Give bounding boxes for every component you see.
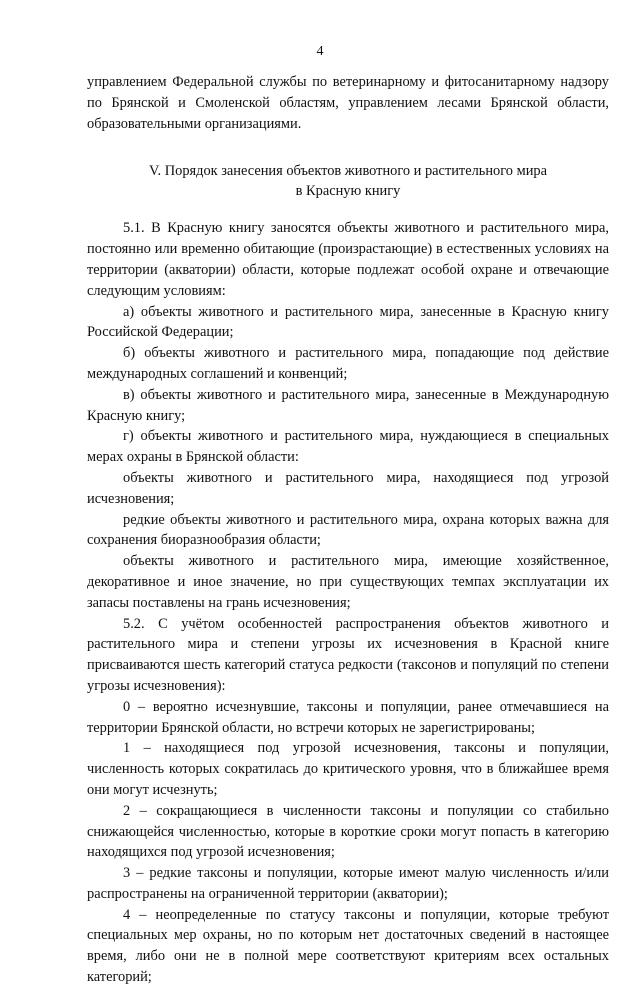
list-item-v: в) объекты животного и растительного мира, занесенные в Международную Красную книгу; [87, 386, 609, 424]
list-item-b: б) объекты животного и растительного мира, попадающие под действие международных соглашений и конвенций; [87, 345, 609, 382]
section-heading [87, 161, 609, 201]
page-number: 4 [316, 44, 324, 59]
paragraph-5-1: 5.1. В Красную книгу заносятся объекты животного и растительного мира, постоянно или временно обитающие (произрастающие) в естественных условиях на территории (акватории) области, которые подлежат особой охране и отвечающие следующим условиям: [87, 220, 609, 299]
category-3: 3 – редкие таксоны и популяции, которые имеют малую численность и/или распространены на ограниченной территории (акватории); [87, 865, 609, 902]
sub-item-endangered: объекты животного и растительного мира, находящиеся под угрозой исчезновения; [87, 469, 609, 507]
sub-item-rare: редкие объекты животного и растительного мира, охрана которых важна для сохранения биоразнообразия области; [87, 511, 609, 549]
category-1: 1 – находящиеся под угрозой исчезновения, таксоны и популяции, численность которых сократилась до критического уровня, что в ближайшее время они могут исчезнуть; [87, 740, 609, 798]
category-4: 4 – неопределенные по статусу таксоны и популяции, которые требуют специальных мер охраны, но по которым нет достаточных сведений в настоящее время, либо они не в полной мере соответствуют критериям всех остальных категорий; [87, 906, 609, 986]
list-item-g: г) объекты животного и растительного мира, нуждающиеся в специальных мерах охраны в Брянской области: [87, 428, 609, 466]
paragraph-5-2: 5.2. С учётом особенностей распространения объектов животного и растительного мира и степени угрозы их исчезновения в Красной книге присваиваются шесть категорий статуса редкости (таксонов и популяций по степени угрозы исчезновения): [87, 615, 609, 694]
paragraph-continuation: управлением Федеральной службы по ветеринарному и фитосанитарному надзору по Брянской и Смоленской областям, управлением лесами Брянской области, образовательными организациями. [87, 74, 609, 132]
document-body [87, 72, 609, 988]
category-2: 2 – сокращающиеся в численности таксоны и популяции со стабильно снижающейся численностью, которые в короткие сроки могут попасть в категорию находящихся под угрозой исчезновения; [87, 802, 609, 861]
section-heading-line-1: V. Порядок занесения объектов животного и растительного мира [149, 163, 547, 180]
section-heading-line-2: в Красную книгу [295, 183, 401, 200]
category-0: 0 – вероятно исчезнувшие, таксоны и популяции, ранее отмечавшиеся на территории Брянской области, но встречи которых не зарегистрированы; [87, 698, 609, 736]
list-item-a: а) объекты животного и растительного мира, занесенные в Красную книгу Российской Федерации; [87, 303, 609, 341]
sub-item-economic: объекты животного и растительного мира, имеющие хозяйственное, декоративное и иное значение, но при существующих темпах эксплуатации их запасы поставлены на грань исчезновения; [87, 553, 609, 611]
